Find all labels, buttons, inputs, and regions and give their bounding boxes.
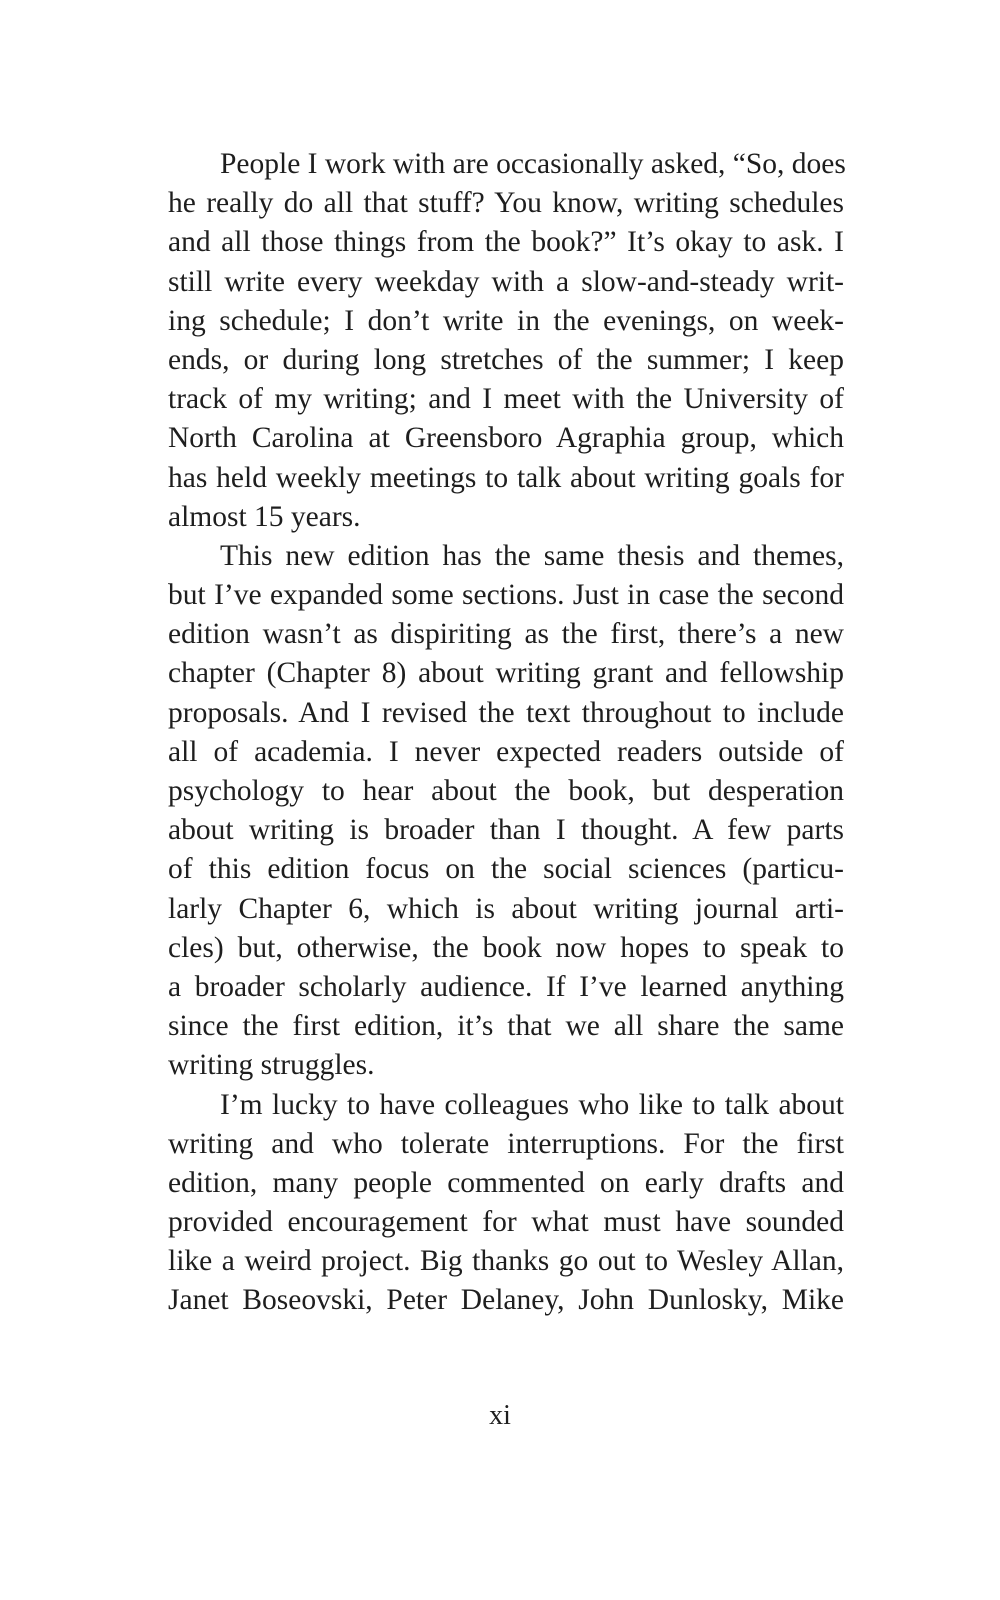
text-line: People I work with are occasionally asked, “So, does <box>220 148 846 180</box>
text-line: track of my writing; and I meet with the University of <box>168 383 844 416</box>
text-line: writing and who tolerate interruptions. For the first <box>168 1127 844 1160</box>
text-line: a broader scholarly audience. If I’ve learned anything <box>168 970 844 1003</box>
text-line: and all those things from the book?” It’s okay to ask. I <box>168 226 844 259</box>
text-line: like a weird project. Big thanks go out to Wesley Allan, <box>168 1245 844 1278</box>
text-line: North Carolina at Greensboro Agraphia group, which <box>168 422 844 455</box>
text-line: Janet Boseovski, Peter Delaney, John Dunlosky, Mike <box>168 1284 844 1317</box>
text-line: psychology to hear about the book, but desperation <box>168 775 844 807</box>
page-number: xi <box>489 1400 511 1431</box>
text-line: writing struggles. <box>168 1049 375 1082</box>
text-line: he really do all that stuff? You know, writing schedules <box>168 187 844 220</box>
body-text <box>168 145 844 1321</box>
text-line: but I’ve expanded some sections. Just in case the second <box>168 579 844 612</box>
text-line: ing schedule; I don’t write in the evenings, on week- <box>168 304 844 337</box>
text-line: edition wasn’t as dispiriting as the first, there’s a new <box>168 618 844 651</box>
text-line: of this edition focus on the social sciences (particu- <box>168 853 844 886</box>
text-line: larly Chapter 6, which is about writing journal arti- <box>168 892 844 925</box>
text-line: has held weekly meetings to talk about writing goals for <box>168 461 844 494</box>
text-line: almost 15 years. <box>168 500 361 533</box>
text-line: proposals. And I revised the text throughout to include <box>168 696 844 729</box>
text-line: cles) but, otherwise, the book now hopes to speak to <box>168 931 844 964</box>
text-line: ends, or during long stretches of the summer; I keep <box>168 343 844 376</box>
text-line: This new edition has the same thesis and themes, <box>220 539 844 572</box>
text-line: provided encouragement for what must have sounded <box>168 1206 844 1239</box>
text-line: edition, many people commented on early drafts and <box>168 1166 844 1199</box>
text-line: since the first edition, it’s that we all share the same <box>168 1010 844 1043</box>
text-line: chapter (Chapter 8) about writing grant and fellowship <box>168 657 844 690</box>
text-line: I’m lucky to have colleagues who like to talk about <box>220 1088 844 1121</box>
text-line: about writing is broader than I thought. A few parts <box>168 814 844 847</box>
text-line: still write every weekday with a slow-and-steady writ- <box>168 265 844 298</box>
text-line: all of academia. I never expected readers outside of <box>168 735 844 768</box>
